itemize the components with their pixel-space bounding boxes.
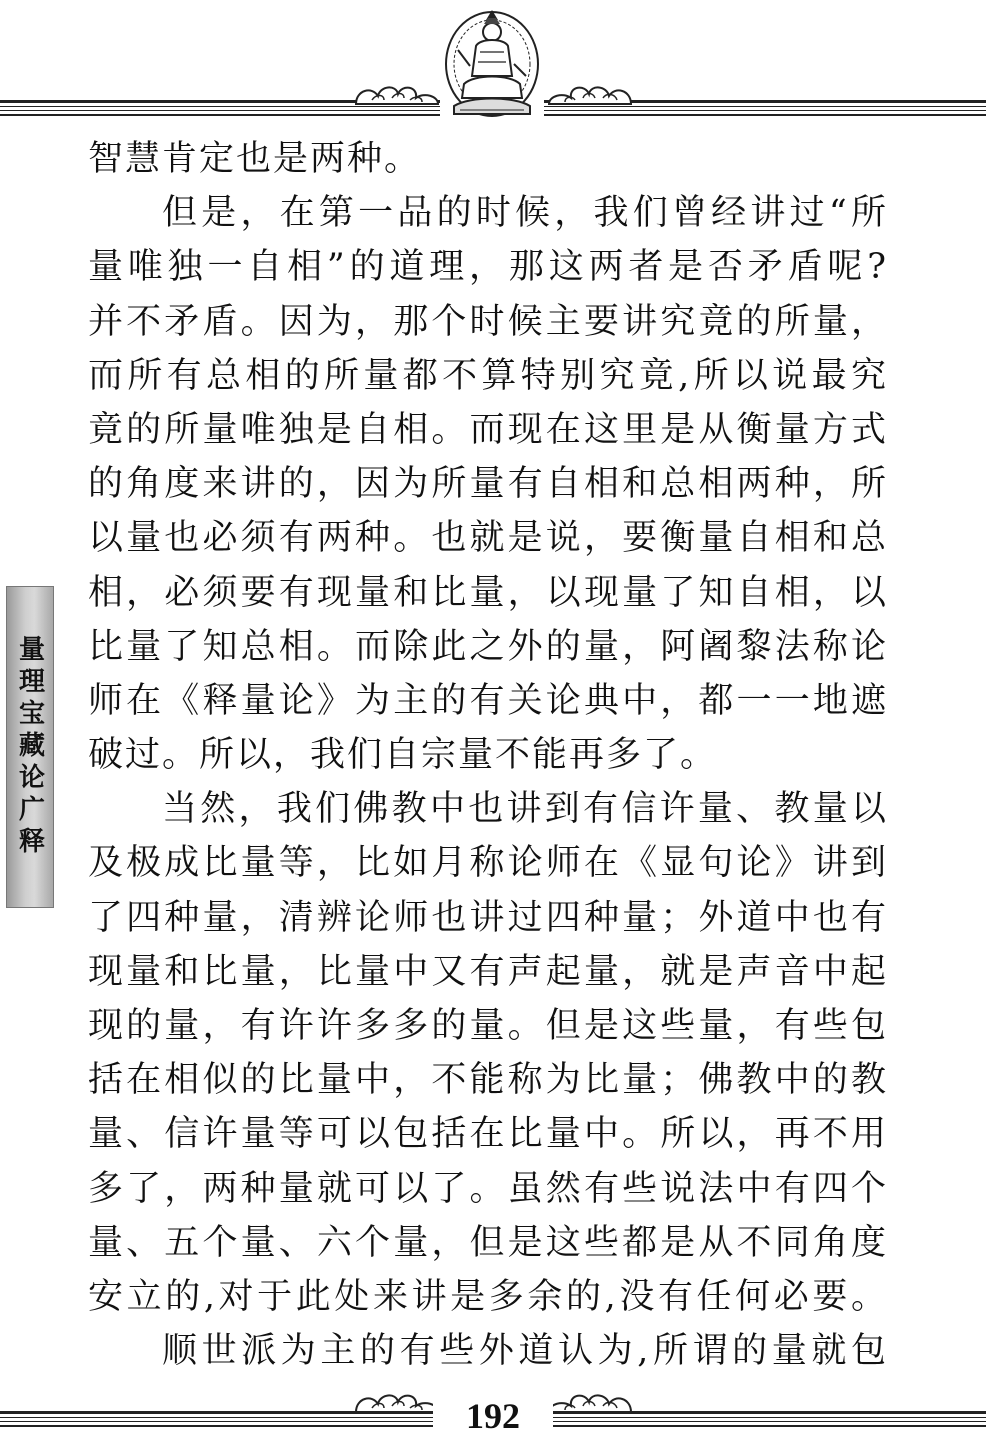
- text-line: 量、五个量、六个量，但是这些都是从不同角度: [88, 1222, 888, 1263]
- text-line: 顺世派为主的有些外道认为,所谓的量就包: [162, 1331, 888, 1372]
- text-line: 现的量，有许许多多的量。但是这些量，有些包: [88, 1006, 888, 1046]
- text-line: 以量也必须有两种。也就是说，要衡量自相和总: [88, 518, 888, 559]
- text-line: 而所有总相的所量都不算特别究竟,所以说最究: [88, 355, 888, 396]
- text-line: 但是，在第一品的时候，我们曾经讲过“所: [162, 193, 888, 234]
- footer-left-cloud-ornament: [352, 1388, 442, 1416]
- text-line: 当然，我们佛教中也讲到有信许量、教量以: [162, 789, 888, 830]
- text-line: 并不矛盾。因为，那个时候主要讲究竟的所量，: [88, 301, 888, 342]
- text-line: 师在《释量论》为主的有关论典中，都一一地遮: [88, 680, 888, 721]
- text-line: 现量和比量，比量中又有声起量，就是声音中起: [88, 951, 888, 992]
- text-line: 破过。所以，我们自宗量不能再多了。: [88, 735, 718, 776]
- text-line: 相，必须要有现量和比量，以现量了知自相，以: [88, 572, 888, 613]
- text-line: 竟的所量唯独是自相。而现在这里是从衡量方式: [88, 409, 888, 450]
- text-line: 比量了知总相。而除此之外的量，阿阇黎法称论: [88, 626, 888, 667]
- text-line: 括在相似的比量中，不能称为比量；佛教中的教: [88, 1060, 888, 1101]
- text-line: 安立的,对于此处来讲是多余的,没有任何必要。: [88, 1276, 888, 1317]
- text-line: 的角度来讲的，因为所量有自相和总相两种，所: [88, 464, 888, 505]
- body-text: [88, 132, 888, 1378]
- guru-figure-emblem: [440, 6, 544, 118]
- book-title-vertical: 量理宝藏论广释: [14, 635, 45, 859]
- text-line: 量唯独一自相”的道理，那这两者是否矛盾呢?: [88, 247, 888, 288]
- text-line: 多了，两种量就可以了。虽然有些说法中有四个: [88, 1168, 888, 1209]
- left-cloud-ornament: [352, 80, 442, 108]
- text-line: 智慧肯定也是两种。: [88, 139, 422, 179]
- right-cloud-ornament: [545, 80, 635, 108]
- page-number: 192: [433, 1394, 553, 1438]
- text-line: 及极成比量等，比如月称论师在《显句论》讲到: [88, 843, 888, 884]
- text-line: 了四种量，清辨论师也讲过四种量；外道中也有: [88, 897, 888, 938]
- text-line: 量、信许量等可以包括在比量中。所以，再不用: [88, 1114, 888, 1155]
- footer-right-cloud-ornament: [545, 1388, 635, 1416]
- side-tab: [6, 586, 54, 908]
